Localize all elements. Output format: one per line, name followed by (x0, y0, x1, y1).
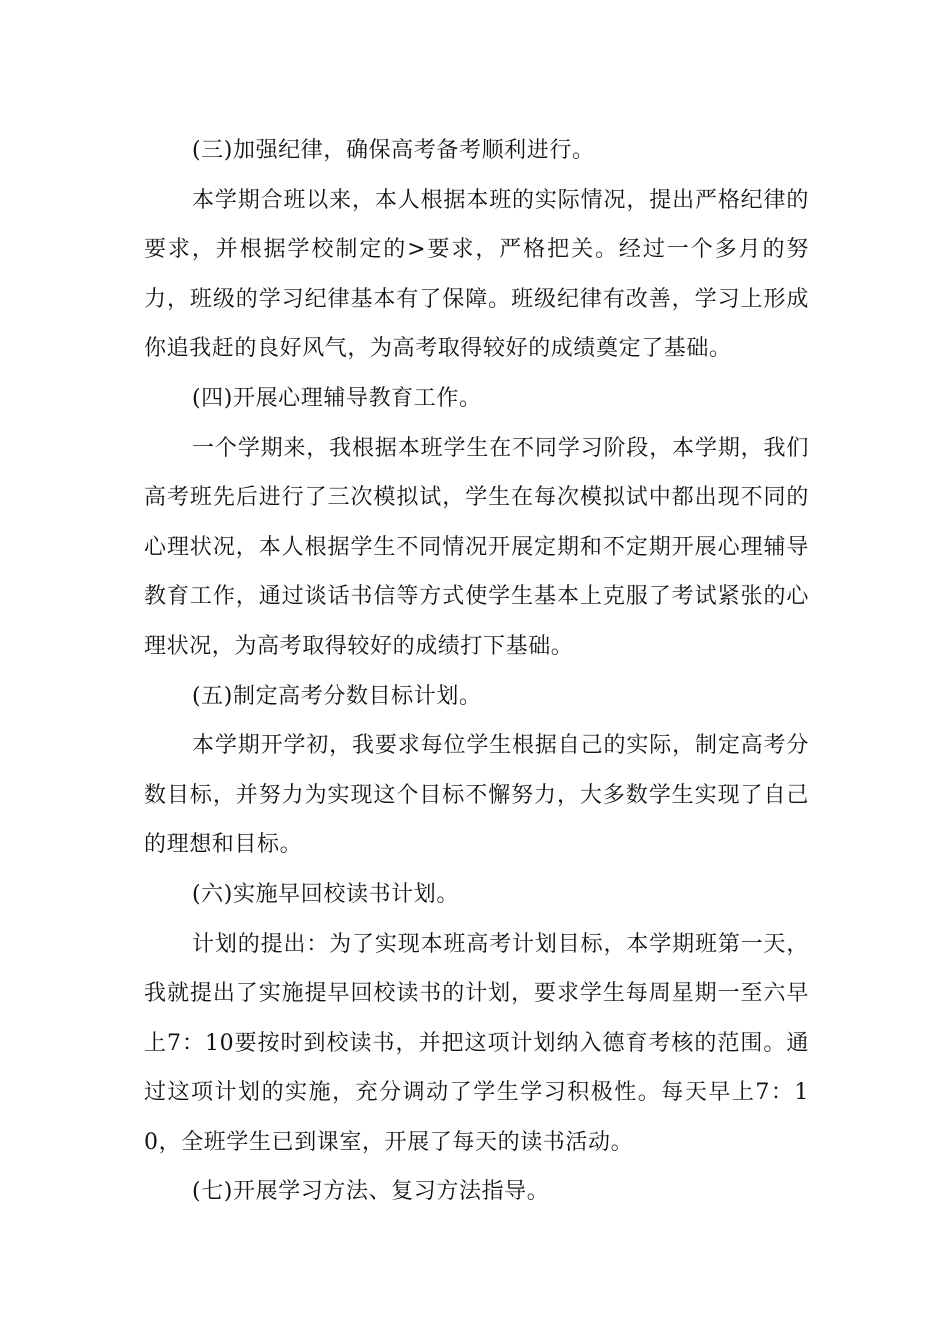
paragraph-early-reading: 计划的提出：为了实现本班高考计划目标，本学期班第一天，我就提出了实施提早回校读书的计划，要求学生每周星期一至六早上7：10要按时到校读书，并把这项计划纳入德育考核的范围。通过这项计划的实施，充分调动了学生学习积极性。每天早上7：10，全班学生已到课室，开展了每天的读书活动。 (144, 931, 809, 1155)
paragraph-score-goals: 本学期开学初，我要求每位学生根据自己的实际，制定高考分数目标，并努力为实现这个目标不懈努力，大多数学生实现了自己的理想和目标。 (144, 733, 809, 858)
section-heading-3: (三)加强纪律，确保高考备考顺利进行。 (192, 138, 595, 163)
section-heading-7: (七)开展学习方法、复习方法指导。 (192, 1179, 550, 1205)
section-heading-6: (六)实施早回校读书计划。 (192, 881, 459, 907)
paragraph-counseling: 一个学期来，我根据本班学生在不同学习阶段，本学期，我们高考班先后进行了三次模拟试，学生在每次模拟试中都出现不同的心理状况，本人根据学生不同情况开展定期和不定期开展心理辅导教育工作，通过谈话书信等方式使学生基本上克服了考试紧张的心理状况，为高考取得较好的成绩打下基础。 (144, 435, 809, 659)
paragraph-discipline: 本学期合班以来，本人根据本班的实际情况，提出严格纪律的要求，并根据学校制定的>要求，严格把关。经过一个多月的努力，班级的学习纪律基本有了保障。班级纪律有改善，学习上形成你追我赶的良好风气，为高考取得较好的成绩奠定了基础。 (144, 187, 809, 362)
section-heading-4: (四)开展心理辅导教育工作。 (192, 385, 482, 411)
section-heading-5: (五)制定高考分数目标计划。 (192, 683, 482, 709)
document-body (144, 126, 809, 1217)
